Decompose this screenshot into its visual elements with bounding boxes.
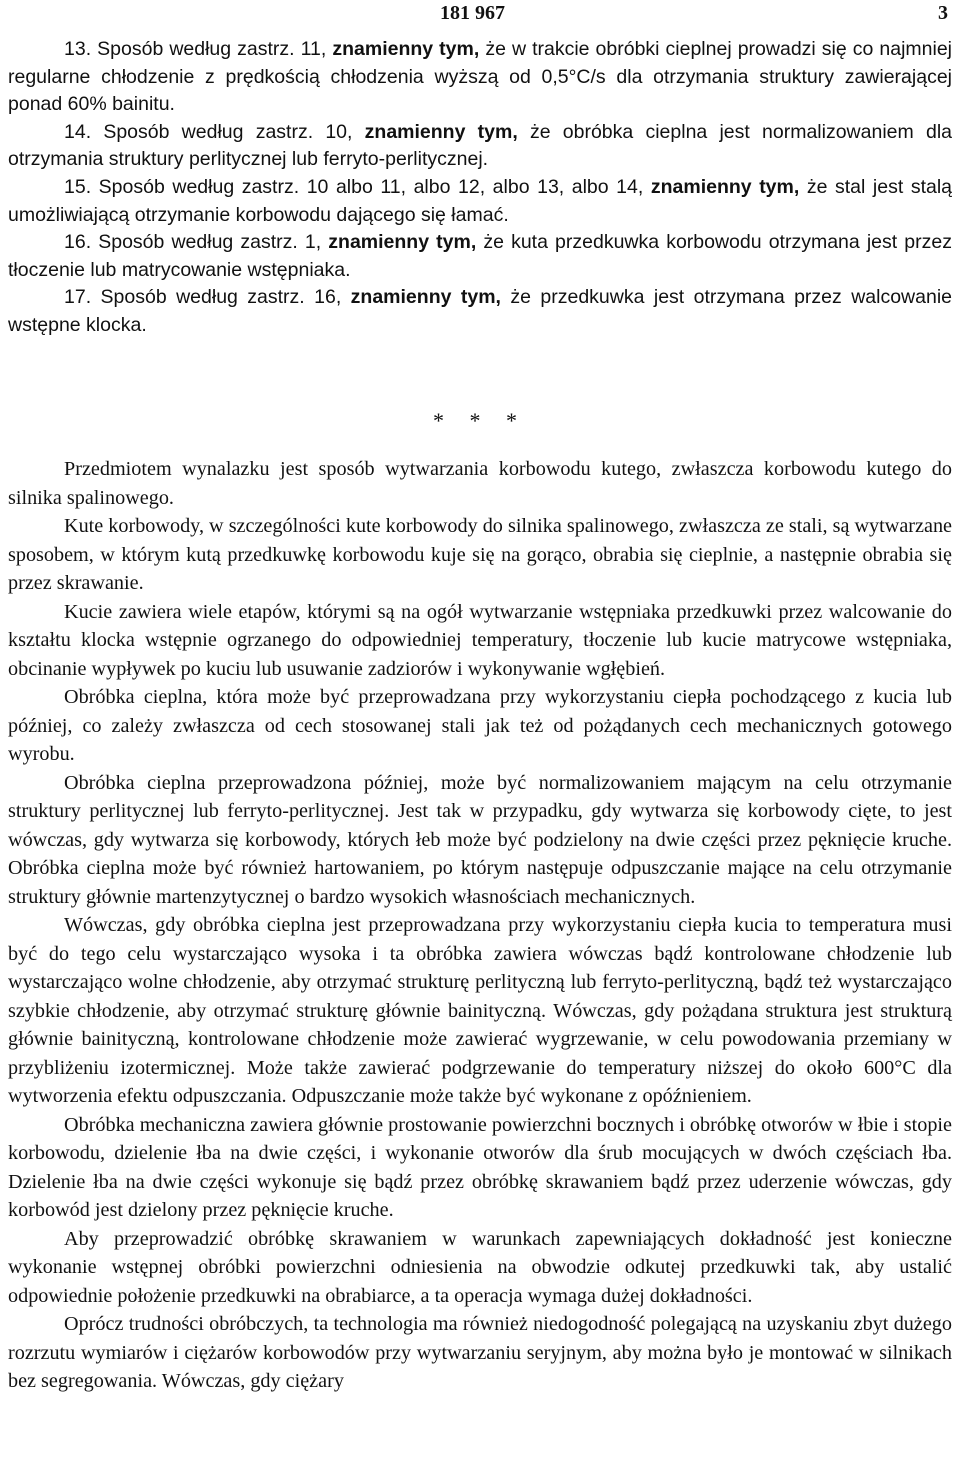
paragraph: Kute korbowody, w szczególności kute korbowody do silnika spalinowego, zwłaszcza ze stali, są wytwarzane sposobem, w którym kutą przedkuwkę korbowodu kuje się na gorąco, obrabia się cieplnie, a następnie obrabia się przez skrawanie. — [8, 515, 952, 594]
description-section — [8, 455, 952, 1396]
patent-number: 181 967 — [440, 2, 505, 24]
section-separator: * * * — [433, 408, 527, 433]
claim-13: 13. Sposób według zastrz. 11, znamienny tym, że w trakcie obróbki cieplnej prowadzi się co najmniej regularne chłodzenie z prędkością chłodzenia wyższą od 0,5°C/s dla otrzymania struktury zawierającej ponad 60% bainitu. — [8, 38, 953, 116]
paragraph: Kucie zawiera wiele etapów, którymi są na ogół wytwarzanie wstępniaka przedkuwki przez walcowanie do kształtu klocka wstępnie ogrzanego do odpowiedniej temperatury, tłoczenie lub kucie matrycowe wstępniaka, obcinanie wypływek po kuciu lub usuwanie zadziorów i wykonywanie wgłębień. — [8, 600, 952, 680]
claim-16: 16. Sposób według zastrz. 1, znamienny tym, że kuta przedkuwka korbowodu otrzymana jest przez tłoczenie lub matrycowanie wstępniaka. — [8, 231, 952, 281]
paragraph: Przedmiotem wynalazku jest sposób wytwarzania korbowodu kutego, zwłaszcza korbowodu kutego do silnika spalinowego. — [8, 458, 952, 509]
paragraph: Oprócz trudności obróbczych, ta technologia ma również niedogodność polegającą na uzyskaniu zbyt dużego rozrzutu wymiarów i ciężarów korbowodów przy wytwarzaniu seryjnym, aby można było je montować w silnikach bez segregowania. Wówczas, gdy ciężary — [8, 1313, 952, 1392]
paragraph: Wówczas, gdy obróbka cieplna jest przeprowadzana przy wykorzystaniu ciepła kucia to temperatura musi być do tego celu wystarczająco wysoka i ta obróbka zawiera wówczas bądź kontrolowane chłodzenie lub wystarczająco wolne chłodzenie, aby otrzymać strukturę perlityczną lub ferryto-perlityczną, bądź też wystarczająco szybkie chłodzenie, aby otrzymać strukturę głównie bainityczną. Wówczas, gdy pożądana struktura jest strukturą głównie bainityczną, kontrolowane chłodzenie może zawierać wygrzewanie, w celu powodowania przemiany w przybliżeniu izotermicznej. Może także zawierać podgrzewanie do temperatury niższej do około 600°C dla wytworzenia efektu odpuszczania. Odpuszczanie może także być wykonane z opóźnieniem. — [8, 914, 952, 1107]
page-number: 3 — [938, 2, 948, 24]
claim-14: 14. Sposób według zastrz. 10, znamienny tym, że obróbka cieplna jest normalizowaniem dla otrzymania struktury perlitycznej lub ferryto-perlitycznej. — [8, 120, 952, 171]
paragraph: Aby przeprowadzić obróbkę skrawaniem w warunkach zapewniających dokładność jest konieczne wykonanie wstępnej obróbki powierzchni odniesienia na obwodzie odkutej przedkuwki tak, aby ustalić odpowiednie położenie przedkuwki na obrabiarce, a ta operacja wymaga dużej dokładności. — [8, 1227, 952, 1307]
paragraph: Obróbka mechaniczna zawiera głównie prostowanie powierzchni bocznych i obróbkę otworów w łbie i stopie korbowodu, dzielenie łba na dwie części, i wykonanie otworów dla śrub mocujących w dwóch częściach łba. Dzielenie łba na dwie części wykonuje się bądź przez obróbkę skrawaniem bądź przez uderzenie wówczas, gdy korbowód jest dzielony przez pęknięcie kruche. — [8, 1113, 952, 1221]
page-header — [0, 2, 960, 26]
claim-15: 15. Sposób według zastrz. 10 albo 11, albo 12, albo 13, albo 14, znamienny tym, że stal jest stalą umożliwiającą otrzymanie korbowodu dającego się łamać. — [8, 175, 953, 226]
paragraph: Obróbka cieplna, która może być przeprowadzana przy wykorzystaniu ciepła pochodzącego z kucia lub później, co zależy zwłaszcza od cech stosowanej stali jak też od pożądanych cech mechanicznych gotowego wyrobu. — [8, 686, 952, 765]
claim-17: 17. Sposób według zastrz. 16, znamienny tym, że przedkuwka jest otrzymana przez walcowanie wstępne klocka. — [8, 286, 952, 336]
claims-section — [8, 36, 952, 340]
paragraph: Obróbka cieplna przeprowadzona później, może być normalizowaniem mającym na celu otrzymanie struktury perlitycznej lub ferryto-perlitycznej. Jest tak w przypadku, gdy wytwarza się korbowody cięte, to jest wówczas, gdy wytwarza się korbowody, których łeb może być podzielony na dwie części przez pęknięcie kruche. Obróbka cieplna może być również hartowaniem, po którym następuje odpuszczanie mające na celu otrzymanie struktury głównie martenzytycznej o bardzo wysokich własnościach mechanicznych. — [8, 771, 952, 908]
